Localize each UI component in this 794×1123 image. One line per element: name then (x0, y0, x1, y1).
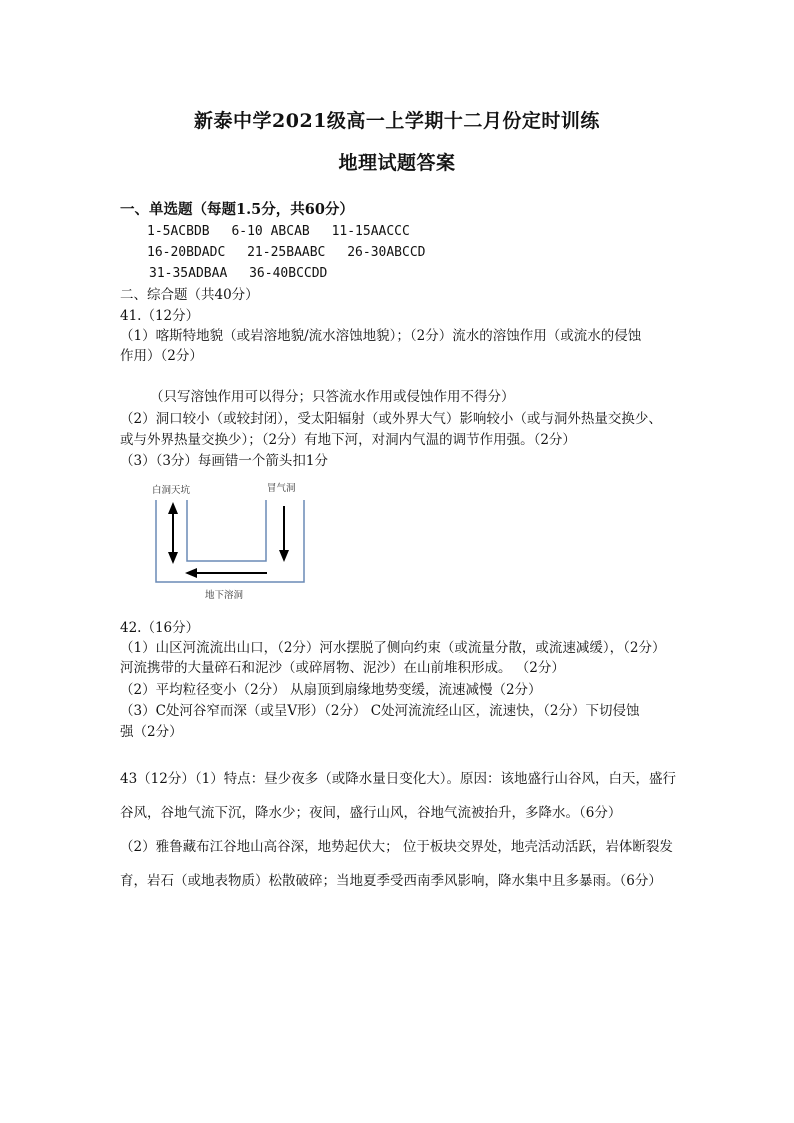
up-down-arrow (168, 502, 178, 564)
answer-group: 16-20BDADC (147, 245, 226, 260)
q42-part1: （1）山区河流流出山口，（2分）河水摆脱了侧向约束（或流量分散，或流速减缓），（2分） (120, 640, 666, 656)
q43-part1: 43（12分）（1）特点：昼少夜多（或降水量日变化大）。原因：该地盛行山谷风，白天，盛行谷风，谷地气流下沉，降水少；夜间，盛行山风，谷地气流被抬升，多降水。（6分） (120, 771, 676, 821)
page-title: 新泰中学2021级高一上学期十二月份定时训练 (194, 110, 600, 132)
q42-part3-cont: 强（2分） (120, 724, 183, 740)
down-arrow (279, 506, 289, 562)
q41-part1: （1）喀斯特地貌（或岩溶地貌/流水溶蚀地貌）；（2分）流水的溶蚀作用（或流水的侵蚀 (120, 328, 642, 344)
diagram-right-label: 冒气洞 (267, 483, 296, 494)
q41-part3: （3）（3分）每画错一个箭头扣1分 (120, 453, 329, 469)
section1-heading: 一、单选题（每题1.5分，共60分） (120, 201, 354, 218)
q43-part2: （2）雅鲁藏布江谷地山高谷深，地势起伏大； 位于板块交界处，地壳活动活跃，岩体断裂发育，岩石（或地表物质）松散破碎；当地夏季受西南季风影响，降水集中且多暴雨。（6分） (120, 839, 673, 889)
answer-group: 11-15AACCC (331, 224, 410, 239)
page-subtitle: 地理试题答案 (338, 152, 456, 174)
q42-part3: （3）C处河谷窄而深（或呈V形）（2分） C处河流流经山区，流速快，（2分）下切侵蚀 (120, 703, 640, 719)
q41-part1-cont: 作用）（2分） (120, 348, 203, 364)
answer-group: 21-25BAABC (247, 245, 326, 260)
q41-part2-cont: 或与外界热量交换少）；（2分）有地下河，对洞内气温的调节作用强。（2分） (120, 432, 576, 448)
answer-group: 6-10 ABCAB (231, 224, 310, 239)
answer-row-2 (147, 243, 426, 263)
answer-group: 31-35ADBAA (149, 266, 228, 281)
answer-row-3 (149, 264, 327, 284)
diagram-left-label: 白洞天坑 (152, 485, 191, 496)
cave-airflow-diagram (145, 478, 315, 608)
answer-group: 36-40BCCDD (249, 266, 328, 281)
q41-part2: （2）洞口较小（或较封闭），受太阳辐射（或外界大气）影响较小（或与洞外热量交换少、 (120, 411, 662, 427)
q42-part1-cont: 河流携带的大量碎石和泥沙（或碎屑物、泥沙）在山前堆积形成。 （2分） (120, 660, 565, 676)
answer-group: 1-5ACBDB (147, 224, 210, 239)
answer-row-1 (147, 222, 410, 242)
left-arrow (185, 568, 267, 578)
q42-number: 42.（16分） (120, 620, 200, 636)
q41-note: （只写溶蚀作用可以得分；只答流水作用或侵蚀作用不得分） (150, 389, 515, 405)
section2-heading: 二、综合题（共40分） (120, 287, 259, 303)
answer-group: 26-30ABCCD (347, 245, 426, 260)
q42-part2: （2）平均粒径变小（2分） 从扇顶到扇缘地势变缓，流速减慢（2分） (120, 682, 542, 698)
diagram-bottom-label: 地下溶洞 (205, 590, 244, 601)
cave-outline (156, 500, 304, 582)
q41-number: 41.（12分） (120, 308, 200, 324)
